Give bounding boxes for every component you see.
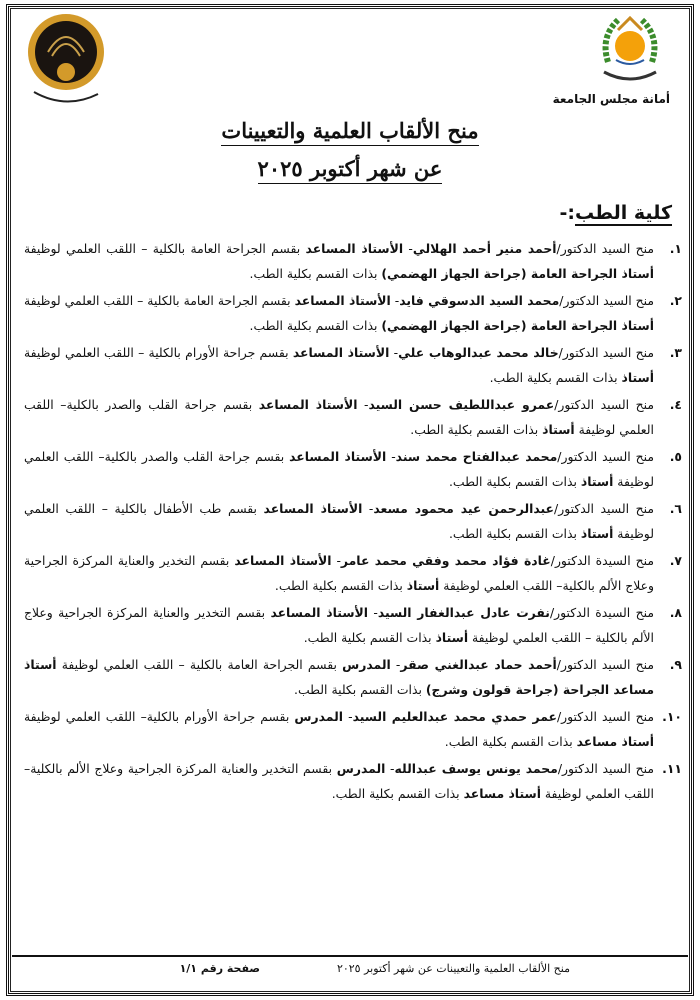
emphasized-text: عبدالرحمن عيد محمود مسعد	[373, 501, 555, 516]
emphasized-text: الأستاذ المساعد	[294, 293, 391, 308]
item-text-segment: بذات القسم بكلية الطب.	[249, 266, 382, 281]
item-text-segment: منح السيد الدكتور/	[554, 397, 654, 412]
list-item	[24, 704, 682, 754]
item-text-segment: بقسم جراحة القلب والصدر بالكلية– اللقب العلمي لوظيفة	[24, 449, 654, 489]
emphasized-text: أحمد حماد عبدالغني صقر	[400, 657, 557, 672]
item-text-segment: منح السيد الدكتور/	[554, 501, 654, 516]
item-text-segment: -	[357, 397, 369, 412]
item-text-segment: بذات القسم بكلية الطب.	[331, 786, 464, 801]
emphasized-text: أستاذ	[542, 422, 575, 437]
list-item	[24, 548, 682, 598]
mansoura-university-logo	[594, 12, 666, 92]
emphasized-text: أستاذ	[580, 526, 614, 541]
emphasized-text: أستاذ	[406, 578, 440, 593]
item-text-segment: -	[367, 605, 378, 620]
emphasized-text: أستاذ	[621, 370, 654, 385]
item-text	[24, 704, 654, 754]
footer-title: منح الألقاب العلمية والتعيينات عن شهر أكتوبر ٢٠٢٥	[336, 962, 570, 975]
emphasized-text: أستاذ الجراحة العامة (جراحة الجهاز الهضمي)	[381, 266, 654, 281]
item-text-segment: -	[389, 345, 399, 360]
emphasized-text: أحمد منير أحمد الهلالي	[412, 241, 557, 256]
item-text-segment: بذات القسم بكلية الطب.	[444, 734, 577, 749]
item-text-segment: بقسم التخدير والعناية المركزة الجراحية وعلاج الألم بالكلية– اللقب العلمي لوظيفة	[24, 553, 654, 593]
item-text-segment: بقسم التخدير والعناية المركزة الجراحية وعلاج الألم بالكلية – اللقب العلمي لوظيفة	[24, 605, 654, 645]
university-council-label: أمانة مجلس الجامعة	[552, 92, 670, 106]
emphasized-text: الأستاذ المساعد	[263, 501, 363, 516]
item-text	[24, 652, 654, 702]
item-text-segment: -	[403, 241, 413, 256]
emphasized-text: خالد محمد عبدالوهاب علي	[398, 345, 559, 360]
item-number: ٢.	[669, 293, 682, 308]
emphasized-text: المدرس	[342, 657, 391, 672]
item-text	[24, 288, 654, 338]
item-text-segment: بقسم الجراحة العامة بالكلية – اللقب العلمي لوظيفة	[24, 293, 295, 308]
item-text-segment: بقسم الجراحة العامة بالكلية – اللقب العلمي لوظيفة	[24, 241, 306, 256]
item-number: ٨.	[669, 605, 682, 620]
document-title	[0, 118, 700, 143]
emphasized-text: عمر حمدي محمد عبدالعليم السيد	[352, 709, 557, 724]
item-number: ٥.	[669, 449, 682, 464]
item-text	[24, 392, 654, 442]
item-number: ٤.	[669, 397, 682, 412]
title-line-1: منح الألقاب العلمية والتعيينات	[221, 118, 478, 146]
list-item	[24, 496, 682, 546]
item-number: ١٠.	[662, 709, 682, 724]
golden-jubilee-logo	[26, 12, 106, 112]
item-number: ١.	[669, 241, 682, 256]
list-item	[24, 392, 682, 442]
item-text-segment: بقسم جراحة الأورام بالكلية – اللقب العلمي لوظيفة	[24, 345, 293, 360]
emphasized-text: محمد يونس يوسف عبدالله	[394, 761, 558, 776]
page-number: صفحة رقم ١/١	[179, 962, 260, 975]
emphasized-text: الأستاذ المساعد	[270, 605, 368, 620]
item-number: ٣.	[669, 345, 682, 360]
item-text-segment: بذات القسم بكلية الطب.	[249, 318, 382, 333]
faculty-suffix: :-	[559, 202, 576, 224]
item-text-segment: بذات القسم بكلية الطب.	[303, 630, 436, 645]
title-line-2: عن شهر أكتوبر ٢٠٢٥	[258, 156, 443, 184]
item-text-segment: بذات القسم بكلية الطب.	[489, 370, 622, 385]
faculty-name: كلية الطب	[575, 202, 672, 224]
list-item	[24, 444, 682, 494]
item-text-segment: منح السيد الدكتور/	[558, 345, 655, 360]
emphasized-text: غادة فؤاد محمد وفقي محمد عامر	[340, 553, 551, 568]
item-text	[24, 756, 654, 806]
item-text-segment: -	[385, 761, 395, 776]
item-number: ٧.	[669, 553, 682, 568]
item-text-segment: -	[331, 553, 341, 568]
item-text	[24, 600, 654, 650]
item-text-segment: بقسم جراحة القلب والصدر بالكلية– اللقب العلمي لوظيفة	[24, 397, 654, 437]
emphasized-text: المدرس	[294, 709, 343, 724]
emphasized-text: الأستاذ المساعد	[258, 397, 358, 412]
list-item	[24, 340, 682, 390]
item-text	[24, 444, 654, 494]
item-text-segment: بذات القسم بكلية الطب.	[410, 422, 543, 437]
item-text-segment: منح السيد الدكتور/	[559, 293, 655, 308]
emphasized-text: أستاذ مساعد	[576, 734, 654, 749]
emphasized-text: عمرو عبداللطيف حسن السيد	[368, 397, 555, 412]
item-text-segment: -	[343, 709, 353, 724]
list-item	[24, 600, 682, 650]
item-text-segment: -	[362, 501, 374, 516]
list-item	[24, 288, 682, 338]
emphasized-text: الأستاذ المساعد	[292, 345, 390, 360]
item-text-segment: منح السيد الدكتور/	[557, 449, 654, 464]
emphasized-text: أستاذ الجراحة العامة (جراحة الجهاز الهضمي)	[381, 318, 654, 333]
emphasized-text: أستاذ مساعد الجراحة (جراحة قولون وشرج)	[24, 657, 654, 697]
emphasized-text: محمد السيد الدسوقي فايد	[399, 293, 560, 308]
item-text-segment: منح السيد الدكتور/	[556, 241, 655, 256]
emphasized-text: أستاذ	[580, 474, 614, 489]
item-number: ٦.	[669, 501, 682, 516]
item-text-segment: منح السيدة الدكتور/	[549, 605, 654, 620]
item-text-segment: منح السيد الدكتور/	[556, 709, 654, 724]
appointments-list	[24, 236, 682, 808]
list-item	[24, 236, 682, 286]
emphasized-text: نفرت عادل عبدالغفار السيد	[377, 605, 550, 620]
item-text-segment: بقسم الجراحة العامة بالكلية – اللقب العلمي لوظيفة	[56, 657, 343, 672]
item-text-segment: بذات القسم بكلية الطب.	[448, 474, 581, 489]
emphasized-text: الأستاذ المساعد	[289, 449, 387, 464]
emphasized-text: أستاذ	[435, 630, 469, 645]
item-text	[24, 236, 654, 286]
item-text-segment: منح السيد الدكتور/	[557, 761, 655, 776]
item-text	[24, 496, 654, 546]
emphasized-text: محمد عبدالفتاح محمد سند	[395, 449, 558, 464]
item-text	[24, 548, 654, 598]
item-text-segment: بقسم جراحة الأورام بالكلية– اللقب العلمي لوظيفة	[24, 709, 295, 724]
item-text-segment: بقسم طب الأطفال بالكلية – اللقب العلمي لوظيفة	[24, 501, 654, 541]
item-number: ٩.	[669, 657, 682, 672]
faculty-heading	[560, 202, 672, 224]
item-text-segment: بقسم التخدير والعناية المركزة الجراحية وعلاج الألم بالكلية– اللقب العلمي لوظيفة	[24, 761, 654, 801]
emphasized-text: الأستاذ المساعد	[234, 553, 332, 568]
item-text-segment: بذات القسم بكلية الطب.	[448, 526, 581, 541]
item-text-segment: -	[390, 293, 400, 308]
emphasized-text: أستاذ مساعد	[463, 786, 541, 801]
item-text-segment: بذات القسم بكلية الطب.	[294, 682, 426, 697]
item-text-segment: منح السيد الدكتور/	[556, 657, 654, 672]
emphasized-text: الأستاذ المساعد	[305, 241, 404, 256]
document-subtitle	[0, 156, 700, 181]
item-text	[24, 340, 654, 390]
item-text-segment: -	[386, 449, 396, 464]
item-text-segment: -	[390, 657, 401, 672]
item-text-segment: بذات القسم بكلية الطب.	[274, 578, 407, 593]
footer-divider	[12, 955, 688, 957]
item-number: ١١.	[662, 761, 682, 776]
item-text-segment: منح السيدة الدكتور/	[550, 553, 654, 568]
list-item	[24, 652, 682, 702]
list-item	[24, 756, 682, 806]
emphasized-text: المدرس	[336, 761, 386, 776]
